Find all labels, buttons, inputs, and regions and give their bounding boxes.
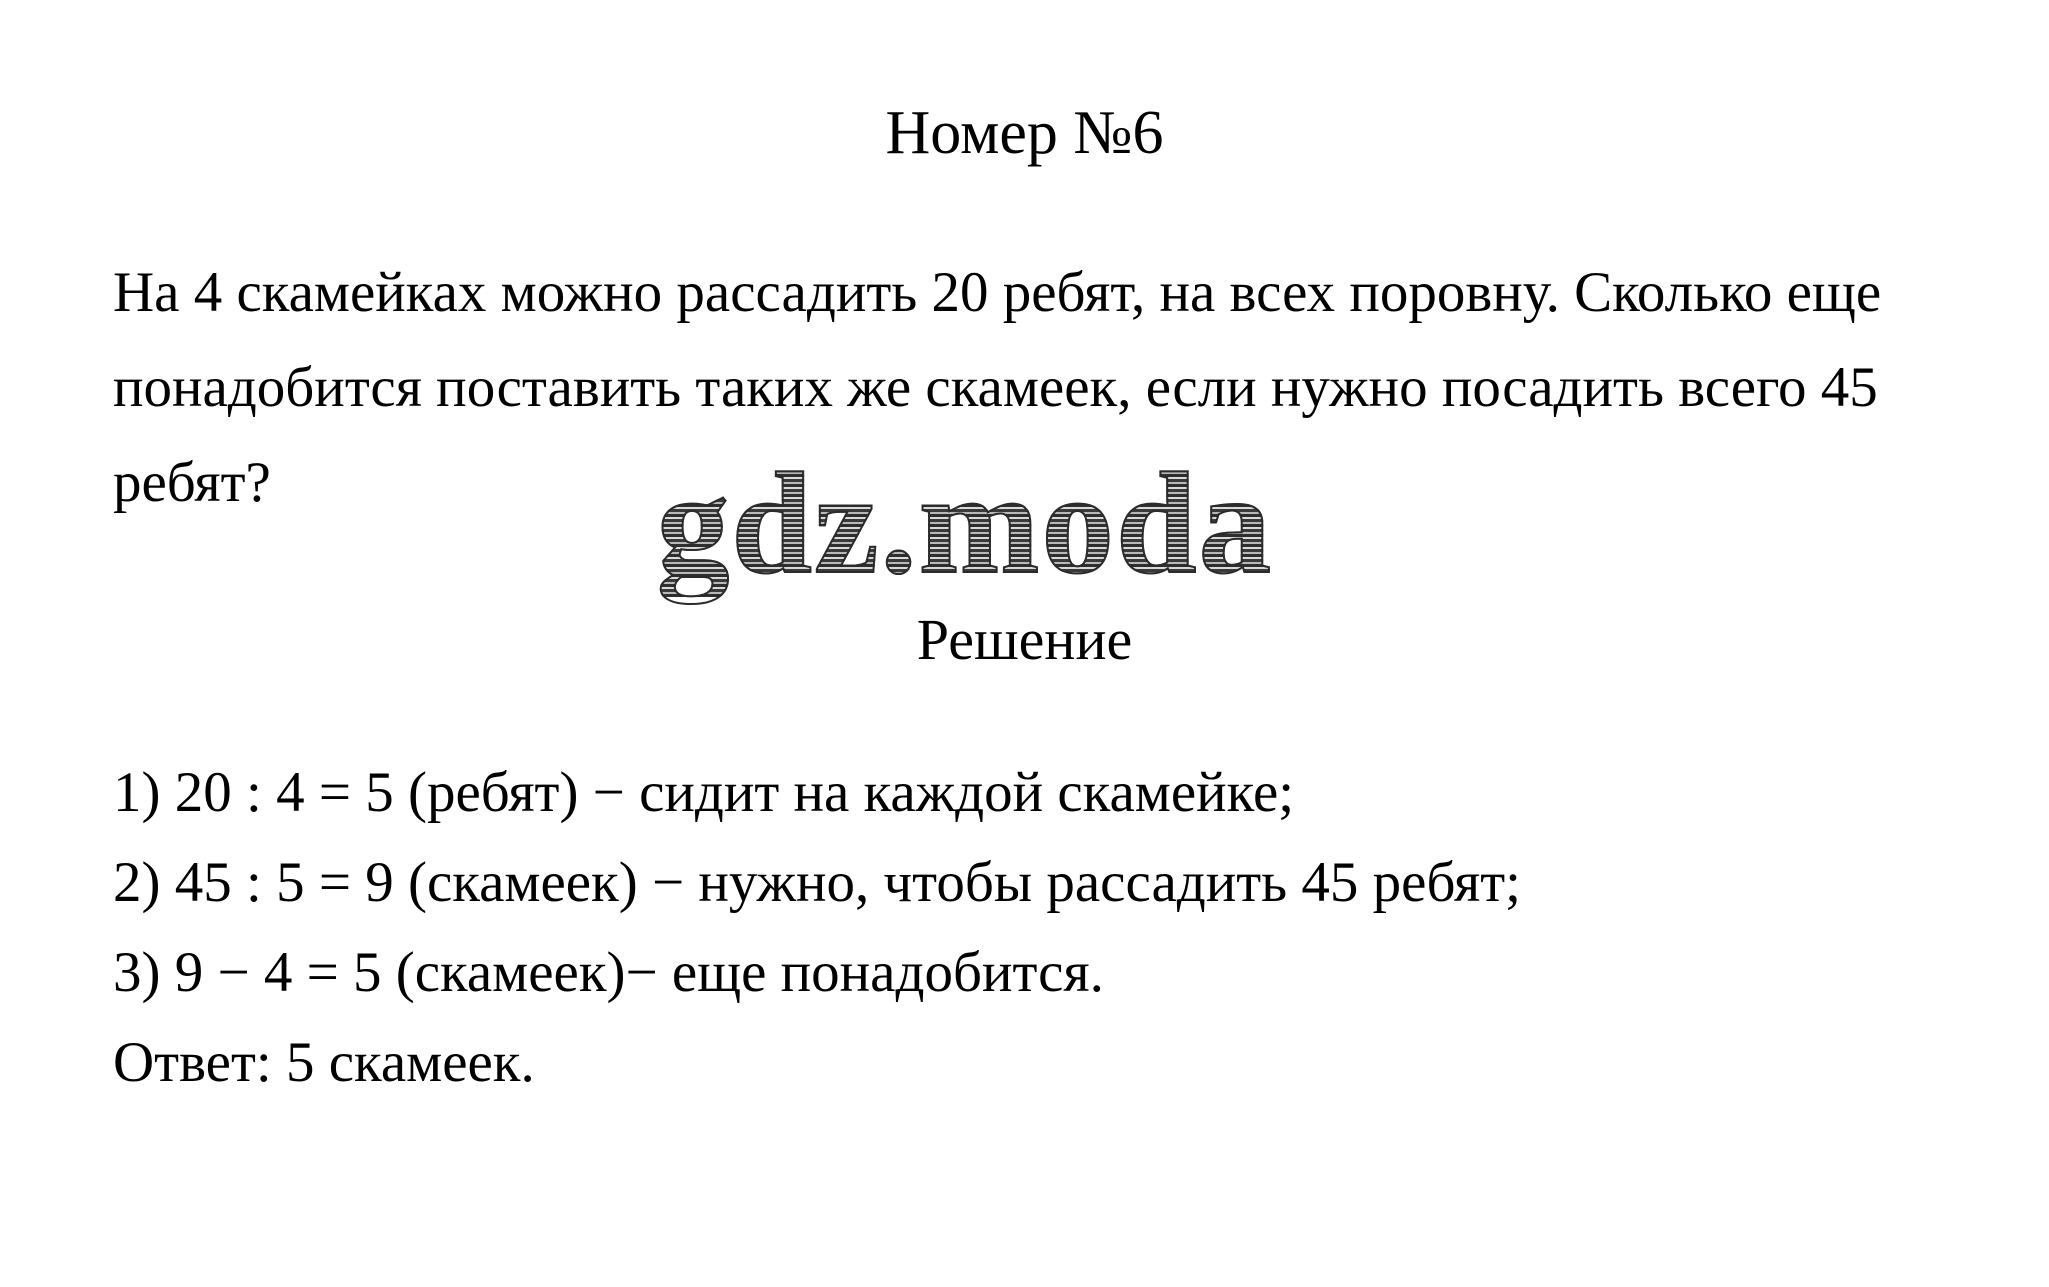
solution-step-1: 1) 20 : 4 = 5 (ребят) − сидит на каждой скамейке; — [113, 761, 1295, 824]
solution-heading: Решение — [916, 607, 1133, 672]
solution-step-2: 2) 45 : 5 = 9 (скамеек) − нужно, чтобы рассадить 45 ребят; — [113, 851, 1522, 914]
answer-text: Ответ: 5 скамеек. — [113, 1031, 535, 1094]
page-title: Номер №6 — [885, 99, 1164, 167]
solution-block — [113, 748, 1943, 1108]
solution-step-3: 3) 9 − 4 = 5 (скамеек)− еще понадобится. — [113, 941, 1104, 1004]
gdz-moda-watermark: gdz.moda — [656, 444, 1274, 604]
problem-text: На 4 скамейках можно рассадить 20 ребят, на всех поровну. Сколько еще понадобится поставить таких же скамеек, если нужно посадить всего 45 ребят? — [113, 261, 1882, 514]
